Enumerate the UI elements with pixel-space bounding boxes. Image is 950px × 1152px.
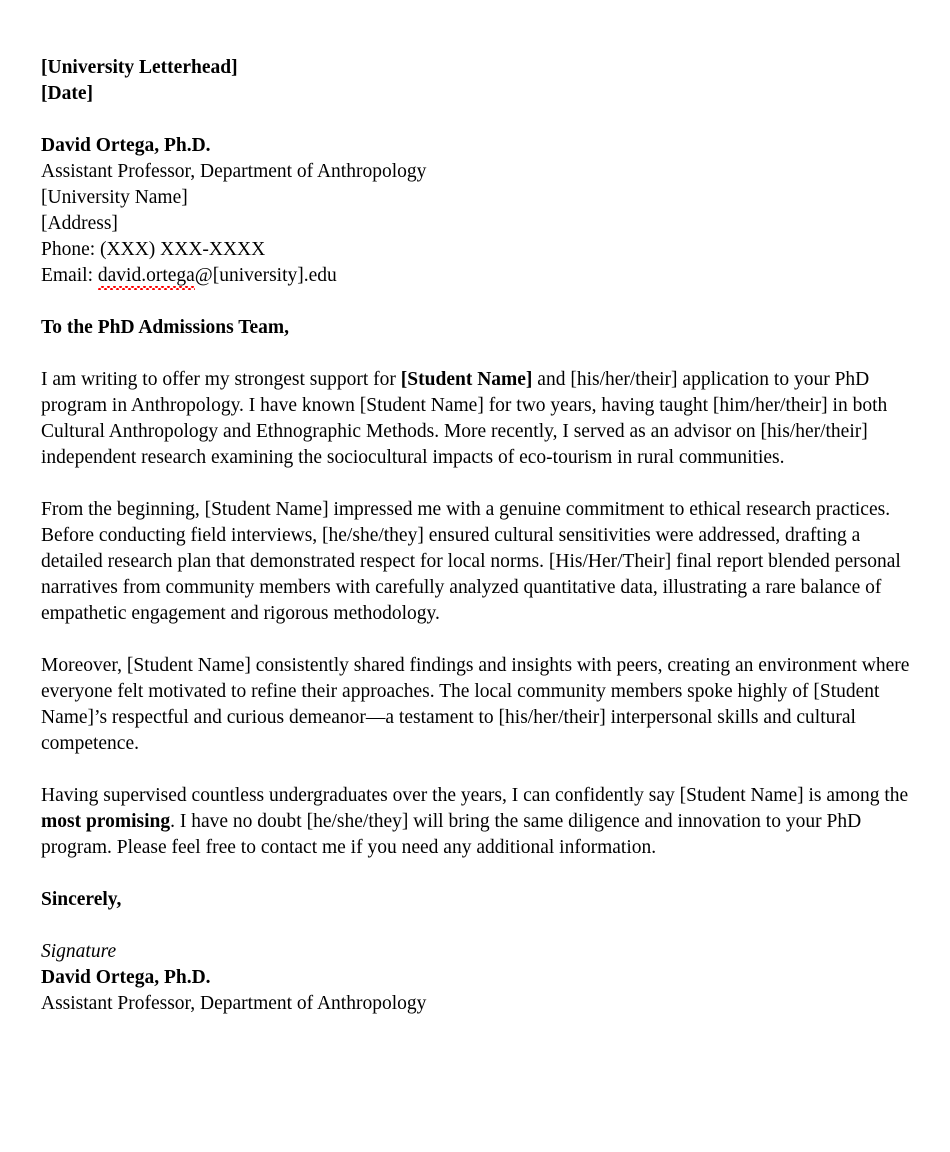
spacer bbox=[41, 913, 915, 939]
paragraph-run-bold: most promising bbox=[41, 811, 171, 832]
sender-block bbox=[41, 133, 915, 289]
letter-body bbox=[41, 55, 915, 1017]
body-paragraph-1 bbox=[41, 367, 915, 471]
signatory-title: Assistant Professor, Department of Anthropology bbox=[41, 993, 427, 1014]
paragraph-run: Having supervised countless undergraduates over the years, I can confidently say [Student Name] is among the bbox=[41, 785, 909, 806]
spacer bbox=[41, 471, 915, 497]
paragraph-run: I am writing to offer my strongest support for bbox=[41, 369, 401, 390]
paragraph-run: Moreover, [Student Name] consistently shared findings and insights with peers, creating an environment where everyone felt motivated to refine their approaches. The local community members spoke highly of [Student Name]’s respectful and curious demeanor—a testament to [his/her/their] interpersonal skills and cultural competence. bbox=[41, 655, 910, 754]
signatory-name: David Ortega, Ph.D. bbox=[41, 967, 211, 988]
email-label: Email: bbox=[41, 265, 98, 286]
letterhead-date-line: [Date] bbox=[41, 83, 93, 104]
salutation: To the PhD Admissions Team, bbox=[41, 317, 289, 338]
sender-email bbox=[41, 263, 915, 289]
spacer bbox=[41, 757, 915, 783]
body-paragraph-2 bbox=[41, 497, 915, 627]
body-paragraph-3 bbox=[41, 653, 915, 757]
spacer bbox=[41, 861, 915, 887]
paragraph-run: . I have no doubt [he/she/they] will bring the same diligence and innovation to your PhD program. Please feel free to contact me if you need any additional information. bbox=[41, 811, 862, 858]
signature-placeholder: Signature bbox=[41, 941, 117, 962]
paragraph-run: and [his/her/their] application to your PhD program in Anthropology. I have known [Student Name] for two years, having taught [him/her/their] in both Cultural Anthropology and Ethnographic Methods. More recently, I served as an advisor on [his/her/their] independent research examining the sociocultural impacts of eco-tourism in rural communities. bbox=[41, 369, 888, 468]
paragraph-run: From the beginning, [Student Name] impressed me with a genuine commitment to ethical research practices. Before conducting field interviews, [he/she/they] ensured cultural sensitivities were addressed, drafting a detailed research plan that demonstrated respect for local norms. [His/Her/Their] final report blended personal narratives from community members with carefully analyzed quantitative data, illustrating a rare balance of empathetic engagement and rigorous methodology. bbox=[41, 499, 901, 624]
letterhead-block bbox=[41, 55, 915, 107]
sender-phone: Phone: (XXX) XXX-XXXX bbox=[41, 239, 266, 260]
paragraph-run-bold: [Student Name] bbox=[400, 369, 533, 390]
email-local-part-misspelled: david.ortega bbox=[98, 263, 195, 289]
signature-block bbox=[41, 939, 915, 1017]
spacer bbox=[41, 341, 915, 367]
email-domain-part: @[university].edu bbox=[194, 265, 337, 286]
spacer bbox=[41, 107, 915, 133]
sender-title: Assistant Professor, Department of Anthropology bbox=[41, 161, 427, 182]
spacer bbox=[41, 289, 915, 315]
spacer bbox=[41, 627, 915, 653]
closing-sign-off: Sincerely, bbox=[41, 889, 122, 910]
sender-address: [Address] bbox=[41, 213, 118, 234]
body-paragraph-4 bbox=[41, 783, 915, 861]
sender-name: David Ortega, Ph.D. bbox=[41, 135, 211, 156]
sender-university: [University Name] bbox=[41, 187, 188, 208]
letterhead-university-line: [University Letterhead] bbox=[41, 57, 238, 78]
